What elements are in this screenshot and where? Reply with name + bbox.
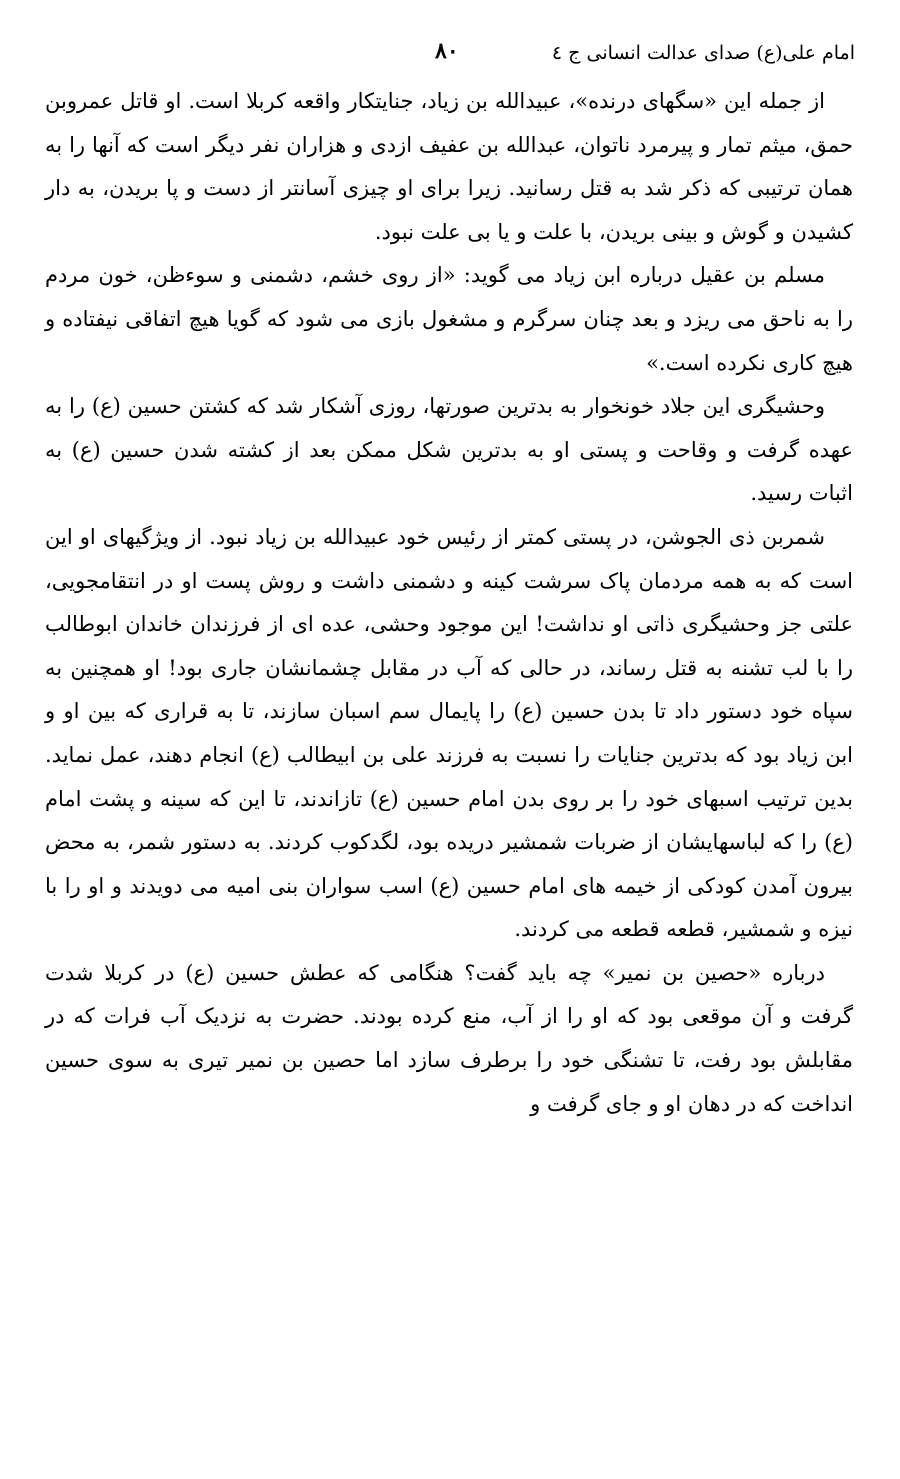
paragraph: از جمله این «سگهای درنده»، عبیدالله بن زیاد، جنایتکار واقعه کربلا است. او قاتل عمروبن حمق، میثم تمار و پیرمرد ناتوان، عبدالله بن عفیف ازدی و هزاران نفر دیگر است که آنها را به همان ترتیبی که ذکر شد به قتل رسانید. زیرا برای او چیزی آسانتر از دست و پا بریدن، به دار کشیدن و گوش و بینی بریدن، با علت و یا بی علت نبود. (45, 89, 853, 244)
body-text (45, 80, 853, 1126)
paragraph: شمربن ذی الجوشن، در پستی کمتر از رئیس خود عبیدالله بن زیاد نبود. از ویژگیهای او این است که به همه مردمان پاک سرشت کینه و دشمنی داشت و روش پست او در انتقامجویی، علتی جز وحشیگری ذاتی او نداشت! این موجود وحشی، عده ای از فرزندان خاندان ابوطالب را با لب تشنه به قتل رساند، در حالی که آب در مقابل چشمانشان جاری بود! او همچنین به سپاه خود دستور داد تا بدن حسین (ع) را پایمال سم اسبان سازند، تا به قراری که بین او و ابن زیاد بود که بدترین جنایات را نسبت به فرزند علی بن ابیطالب (ع) انجام دهند، عمل نماید. بدین ترتیب اسبهای خود را بر روی بدن امام حسین (ع) تازاندند، تا این که سینه و پشت امام (ع) را که لباسهایشان از ضربات شمشیر دریده بود، لگدکوب کردند. به دستور شمر، به محض بیرون آمدن کودکی از خیمه های امام حسین (ع) اسب سواران بنی امیه می دویدند و او را با نیزه و شمشیر، قطعه قطعه می کردند. (45, 524, 853, 942)
paragraph: درباره «حصین بن نمیر» چه باید گفت؟ هنگامی که عطش حسین (ع) در کربلا شدت گرفت و آن موقعی بود که او را از آب، منع کرده بودند. حضرت به نزدیک آب فرات که در مقابلش بود رفت، تا تشنگی خود را برطرف سازد اما حصین بن نمیر تیری به سوی حسین انداخت که در دهان او و جای گرفت و (45, 960, 853, 1116)
paragraph: وحشیگری این جلاد خونخوار به بدترین صورتها، روزی آشکار شد که کشتن حسین (ع) را به عهده گرفت و وقاحت و پستی او به بدترین شکل ممکن بعد از کشته شدن حسین (ع) به اثبات رسید. (45, 394, 853, 506)
page-header (40, 38, 855, 74)
page-number: ٨٠ (435, 38, 459, 64)
paragraph: مسلم بن عقیل درباره ابن زیاد می گوید: «از روی خشم، دشمنی و سوءظن، خون مردم را به ناحق می ریزد و بعد چنان سرگرم و مشغول بازی می شود که گویا هیچ اتفاقی نیفتاده و هیچ کاری نکرده است.» (45, 263, 853, 375)
running-title: امام علی(ع) صدای عدالت انسانی ج ٤ (551, 42, 855, 64)
